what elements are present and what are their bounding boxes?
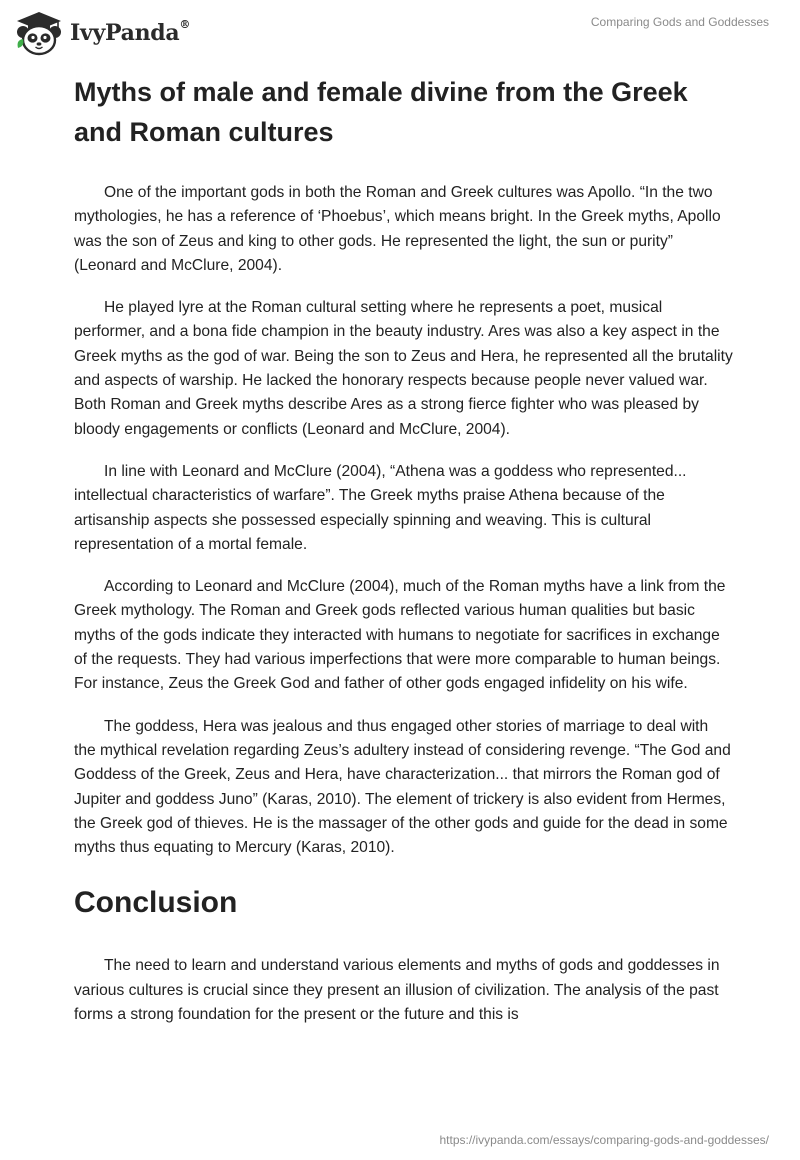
- ivypanda-logo[interactable]: [14, 10, 190, 56]
- paragraph-1: One of the important gods in both the Roman and Greek cultures was Apollo. “In the two mythologies, he has a reference of ‘Phoebus’, which means bright. In the Greek myths, Apollo was the son of Zeus and king to other gods. He represented the light, the sun or purity” (Leonard and McClure, 2004).: [74, 184, 721, 274]
- paragraph-4: According to Leonard and McClure (2004), much of the Roman myths have a link from the Greek mythology. The Roman and Greek gods reflected various human qualities but basic myths of the gods indicate they interacted with humans to negotiate for sacrifices in exchange of the requests. They had various imperfections that were more comparable to human beings. For instance, Zeus the Greek God and father of other gods engaged infidelity on his wife.: [74, 578, 726, 693]
- conclusion-paragraph: The need to learn and understand various elements and myths of gods and goddesses in various cultures is crucial since they present an illusion of civilization. The analysis of the past forms a strong foundation for the present or the future and this is: [74, 957, 720, 1024]
- paragraph-3: In line with Leonard and McClure (2004), “Athena was a goddess who represented... intellectual characteristics of warfare”. The Greek myths praise Athena because of the artisanship aspects she possessed especially spinning and weaving. This is cultural representation of a mortal female.: [74, 462, 687, 553]
- conclusion-heading: Conclusion: [74, 886, 238, 920]
- paragraph-5: The goddess, Hera was jealous and thus engaged other stories of marriage to deal with the mythical revelation regarding Zeus’s adultery instead of considering revenge. “The God and Goddess of the Greek, Zeus and Hera, have characterization... that mirrors the Roman god of Jupiter and goddess Juno” (Karas, 2010). The element of trickery is also evident from Hermes, the Greek god of thieves. He is the massager of the other gods and guide for the dead in some myths thus equating to Mercury (Karas, 2010).: [74, 717, 731, 857]
- brand-name: IvyPanda®: [70, 18, 191, 46]
- article-heading: Myths of male and female divine from the Greek and Roman cultures: [74, 77, 688, 147]
- panda-graduate-icon: [14, 10, 64, 56]
- registered-mark: ®: [179, 18, 191, 31]
- paragraph-2: He played lyre at the Roman cultural setting where he represents a poet, musical performer, and a bona fide champion in the beauty industry. Ares was also a key aspect in the Greek myths as the god of war. Being the son to Zeus and Hera, he represented all the brutality and aspects of warship. He lacked the honorary respects because people never valued war. Both Roman and Greek myths describe Ares as a strong fierce fighter who was pleased by bloody engagements or conflicts (Leonard and McClure, 2004).: [74, 299, 733, 438]
- page-header: [0, 0, 800, 70]
- article-body: [74, 72, 734, 1027]
- source-url-link[interactable]: https://ivypanda.com/essays/comparing-gods-and-goddesses/: [439, 1133, 769, 1147]
- document-title: Comparing Gods and Goddesses: [590, 15, 769, 29]
